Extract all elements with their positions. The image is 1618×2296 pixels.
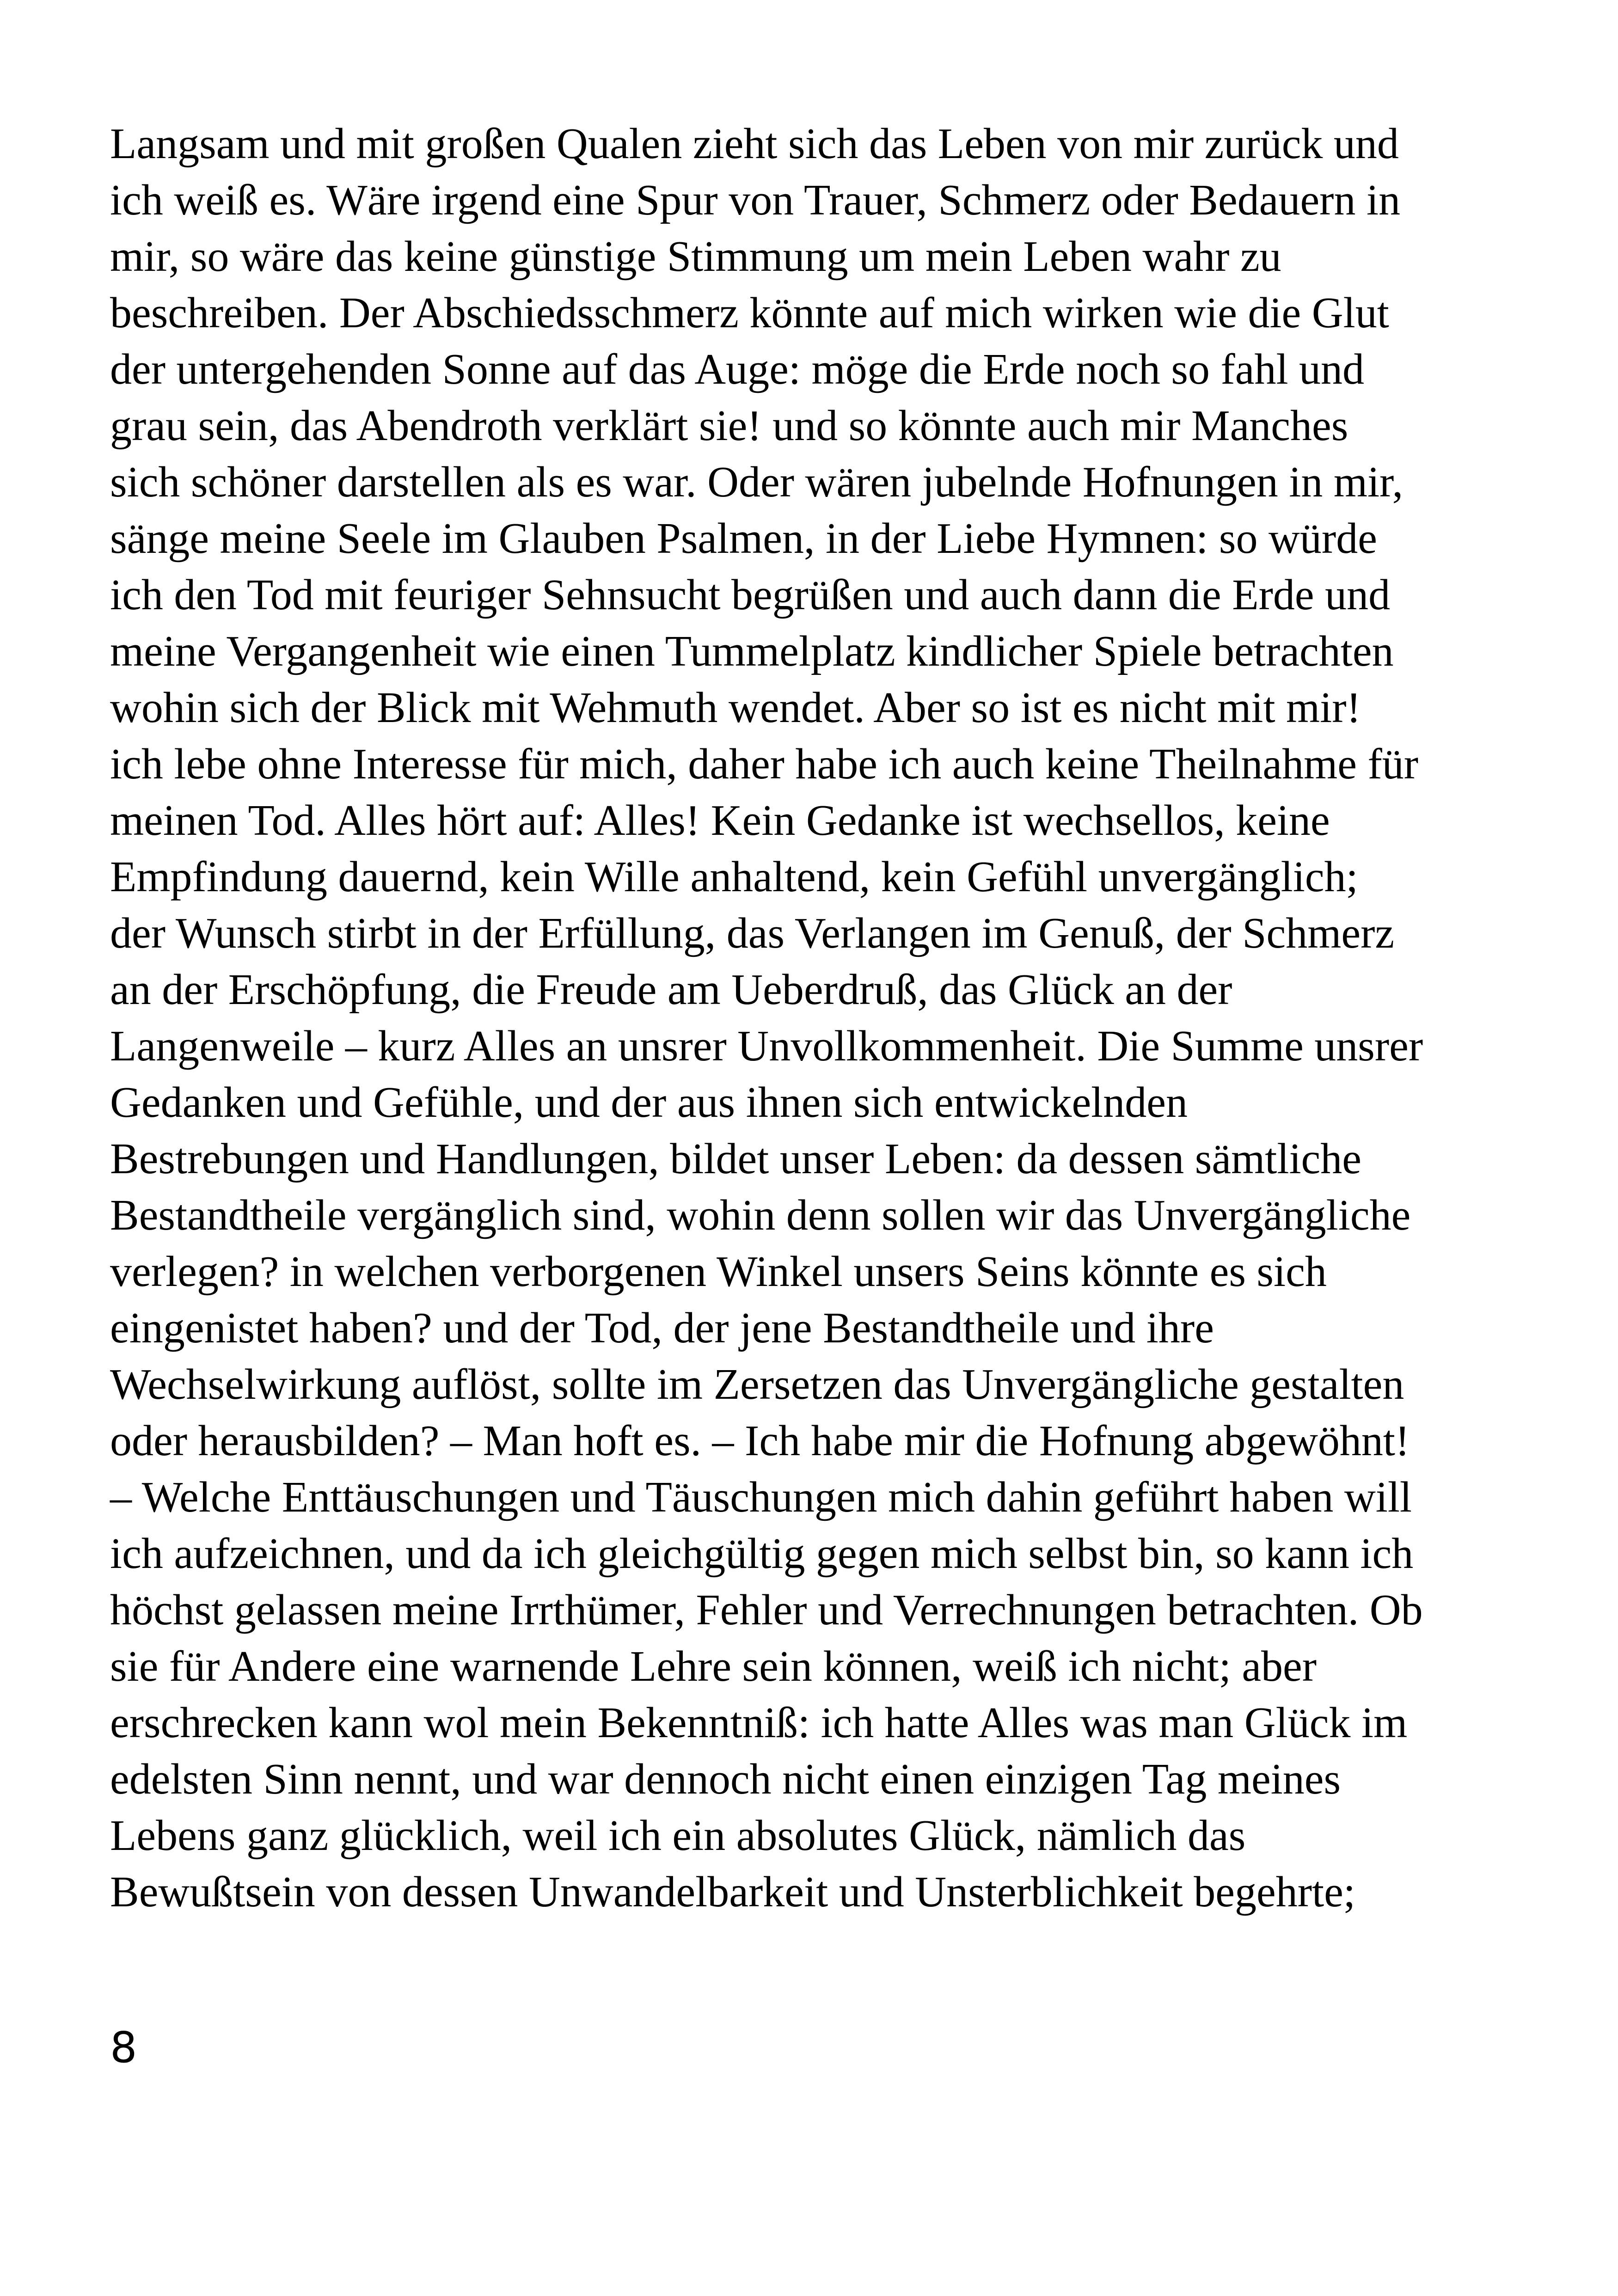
text-line: sie für Andere eine warnende Lehre sein können, weiß ich nicht; aber <box>110 1642 1317 1690</box>
text-line: edelsten Sinn nennt, und war dennoch nicht einen einzigen Tag meines <box>110 1755 1341 1803</box>
text-line: oder herausbilden? – Man hoft es. – Ich habe mir die Hofnung abgewöhnt! <box>110 1417 1410 1465</box>
text-line: der untergehenden Sonne auf das Auge: möge die Erde noch so fahl und <box>110 345 1365 393</box>
text-line: ich weiß es. Wäre irgend eine Spur von Trauer, Schmerz oder Bedauern in <box>110 176 1401 224</box>
text-line: Gedanken und Gefühle, und der aus ihnen sich entwickelnden <box>110 1078 1188 1127</box>
text-line: – Welche Enttäuschungen und Täuschungen mich dahin geführt haben will <box>110 1473 1412 1521</box>
text-line: meine Vergangenheit wie einen Tummelplatz kindlicher Spiele betrachten <box>110 627 1394 675</box>
body-text <box>110 116 1543 1920</box>
text-line: verlegen? in welchen verborgenen Winkel unsers Seins könnte es sich <box>110 1248 1327 1296</box>
text-line: der Wunsch stirbt in der Erfüllung, das Verlangen im Genuß, der Schmerz <box>110 909 1395 957</box>
text-line: Lebens ganz glücklich, weil ich ein absolutes Glück, nämlich das <box>110 1812 1246 1860</box>
text-line: höchst gelassen meine Irrthümer, Fehler und Verrechnungen betrachten. Ob <box>110 1586 1423 1634</box>
text-line: eingenistet haben? und der Tod, der jene Bestandtheile und ihre <box>110 1304 1214 1352</box>
text-line: Langenweile – kurz Alles an unsrer Unvollkommenheit. Die Summe unsrer <box>110 1022 1423 1070</box>
text-line: Bestandtheile vergänglich sind, wohin denn sollen wir das Unvergängliche <box>110 1191 1411 1239</box>
text-line: sänge meine Seele im Glauben Psalmen, in der Liebe Hymnen: so würde <box>110 514 1377 563</box>
text-line: Wechselwirkung auflöst, sollte im Zersetzen das Unvergängliche gestalten <box>110 1360 1404 1408</box>
text-line: meinen Tod. Alles hört auf: Alles! Kein Gedanke ist wechsellos, keine <box>110 796 1330 845</box>
text-line: an der Erschöpfung, die Freude am Ueberdruß, das Glück an der <box>110 966 1232 1014</box>
text-line: Bewußtsein von dessen Unwandelbarkeit und Unsterblichkeit begehrte; <box>110 1868 1355 1916</box>
text-line: wohin sich der Blick mit Wehmuth wendet. Aber so ist es nicht mit mir! <box>110 684 1361 732</box>
text-line: ich lebe ohne Interesse für mich, daher habe ich auch keine Theilnahme für <box>110 740 1419 788</box>
text-line: mir, so wäre das keine günstige Stimmung um mein Leben wahr zu <box>110 233 1281 281</box>
text-line: Bestrebungen und Handlungen, bildet unser Leben: da dessen sämtliche <box>110 1135 1361 1183</box>
text-line: Langsam und mit großen Qualen zieht sich das Leben von mir zurück und <box>110 120 1399 168</box>
page-number: 8 <box>110 2023 137 2072</box>
text-line: ich aufzeichnen, und da ich gleichgültig gegen mich selbst bin, so kann ich <box>110 1530 1414 1578</box>
text-line: Empfindung dauernd, kein Wille anhaltend, kein Gefühl unvergänglich; <box>110 853 1358 901</box>
text-line: sich schöner darstellen als es war. Oder wären jubelnde Hofnungen in mir, <box>110 458 1403 506</box>
text-line: ich den Tod mit feuriger Sehnsucht begrüßen und auch dann die Erde und <box>110 571 1391 619</box>
text-line: grau sein, das Abendroth verklärt sie! und so könnte auch mir Manches <box>110 402 1348 450</box>
text-line: erschrecken kann wol mein Bekenntniß: ich hatte Alles was man Glück im <box>110 1699 1408 1747</box>
text-line: beschreiben. Der Abschiedsschmerz könnte auf mich wirken wie die Glut <box>110 289 1389 337</box>
